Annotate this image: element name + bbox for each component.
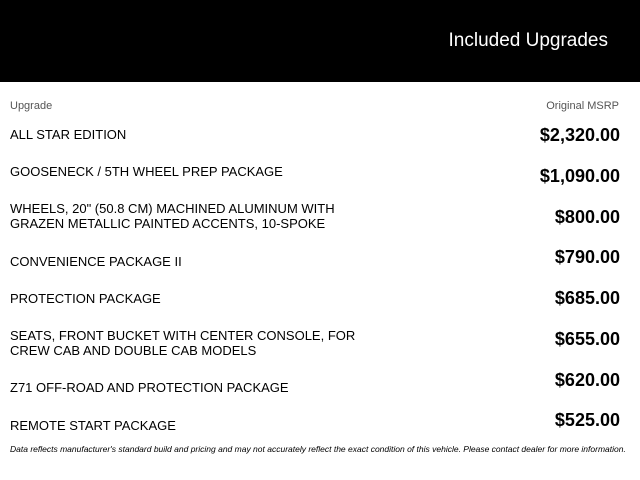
upgrade-name: CONVENIENCE PACKAGE II [10,254,182,269]
upgrade-name: REMOTE START PACKAGE [10,418,176,433]
upgrade-name: Z71 OFF-ROAD AND PROTECTION PACKAGE [10,380,289,395]
upgrade-price: $525.00 [554,410,620,430]
upgrade-price: $655.00 [554,329,620,349]
msrp-column-header: Original MSRP [546,100,619,112]
upgrade-name: GOOSENECK / 5TH WHEEL PREP PACKAGE [10,164,283,179]
upgrade-name: SEATS, FRONT BUCKET WITH CENTER CONSOLE, FOR CREW CAB AND DOUBLE CAB MODELS [10,328,356,358]
disclaimer-text: Data reflects manufacturer's standard build and pricing and may not accurately reflect the exact condition of this vehicle. Please contact dealer for more information. [10,444,626,454]
upgrade-name: PROTECTION PACKAGE [10,291,161,306]
upgrade-price: $1,090.00 [539,166,620,186]
upgrade-price: $2,320.00 [539,125,620,145]
upgrade-price: $790.00 [554,247,620,267]
upgrade-price: $620.00 [554,370,620,390]
upgrade-name: ALL STAR EDITION [10,127,127,142]
header-bar [0,0,640,82]
upgrade-price: $685.00 [554,288,620,308]
upgrade-column-header: Upgrade [10,100,53,112]
upgrade-name: WHEELS, 20" (50.8 CM) MACHINED ALUMINUM WITH GRAZEN METALLIC PAINTED ACCENTS, 10-SPOKE [10,201,335,231]
upgrade-price: $800.00 [554,207,620,227]
page-title: Included Upgrades [448,30,608,51]
